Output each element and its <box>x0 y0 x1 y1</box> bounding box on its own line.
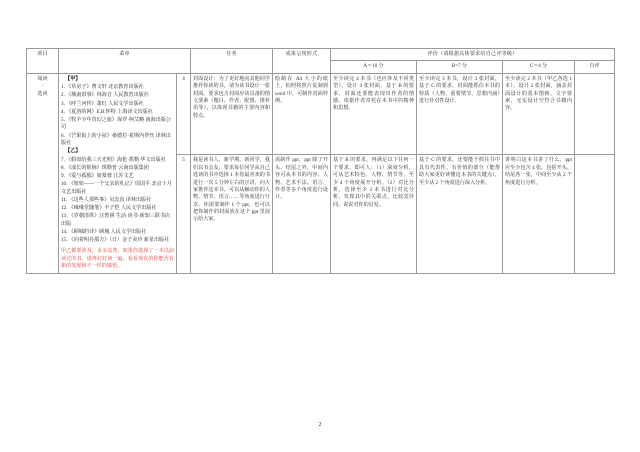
cell-criteria-c: 讲明白这本书讲了什么，ppt 应至少包含 4 张。包括开头、结尾各一张，中间至少从 2 个角度进行分析。 <box>503 155 575 273</box>
list-item: 9．《爱与孤独》席慕蓉 江苏文艺 <box>61 173 134 180</box>
list-item: 5．《牧羊少年奇幻之旅》保罗·柯艾略 南海出版公司 <box>61 116 171 131</box>
list-item: 6．《芒果街上的小屋》桑德拉·希斯内罗丝 译林出版社 <box>61 132 171 147</box>
cell-task-description: 封面设计：为了更好地向其他同学推荐你读的书，请为该书设计一张封面。要求包含封面应该具备的图文要素（题目、作者、配图、推荐语等），以体现书籍的主要内容和特点。 <box>191 73 273 155</box>
list-item: 2．《城南旧事》林海音 人民教育出版社 <box>61 92 149 99</box>
menu-note-highlight: 甲乙都要涉及，多多益善。如果你选择了一本以前读过的书，请再好好读一遍，看看现在的你能否有新的发现和不一样的感悟。 <box>61 247 174 270</box>
cell-criteria-a: 至少读完 4 本书（也应涉及不同类型），设计 4 张封面，基于 B 的要求，封面还要能表现出作者的情感，依据作者寄托在本书中的精神和思想。 <box>331 73 417 155</box>
list-item: 13．《岁朝清供》汪曾祺 生活·读书·新知三联书店出版 <box>61 213 171 228</box>
cell-task-number: 4 <box>177 73 191 155</box>
cell-criteria-a: 基于 B 的要求，再满足以下任何一个要求，即可人：（1）深度分析，可从艺术特色、人物、情节等，至少 4 个角度展开分析。（2）对比分析，选择至少 2 本书进行对比分析，发现其中的关联点，比较其异同，说说对你的启发。 <box>331 155 417 273</box>
cell-outcome-form: 绘制在 A4 大小的纸上，拍照将照片复制到 word 中，可制作封面样例。 <box>273 73 331 155</box>
cell-criteria-b: 至少读完 3 本书，设计 3 张封面，基于 C 的要求，封面能抓住本书的特质（人物、重要情节、思想内涵）进行针对性设计。 <box>417 73 503 155</box>
project-label-line-3: 选读 <box>37 90 48 97</box>
header-self-eval: 自评 <box>575 61 615 73</box>
project-label-line-1: 阅读 <box>37 75 48 82</box>
header-outcome: 成果呈现形式 <box>273 49 331 74</box>
cell-task-number: 5 <box>177 155 191 273</box>
header-grade-c: C＝4 分 <box>503 61 575 73</box>
list-item: 7．《假如给我三天光明》海伦·凯勒 华文出版社 <box>61 156 166 163</box>
cell-criteria-b: 基于 C 的要求，还要能于抓住书中具有代表性、有价值的部分（能帮助大家更好读懂这本书的关键点），至少从 2 个角度进行深入分析。 <box>417 155 503 273</box>
reading-assignment-table <box>26 48 615 274</box>
menu-group-yi-label: 【乙】 <box>65 148 81 155</box>
list-item: 14．《顾城的诗》顾城 人民文学出版社 <box>61 229 147 236</box>
menu-group-yi-list <box>61 157 174 245</box>
list-item: 12．《缘缘堂随笔》丰子恺 人民文学出版社 <box>61 205 157 212</box>
header-menu: 菜单 <box>59 49 191 74</box>
list-item: 8．《成长的烦恼》珠勒普 云南出版集团 <box>61 165 149 172</box>
header-evaluation: 评价（请根据具体要求给自己评等级） <box>331 49 615 61</box>
header-task: 任务 <box>191 49 273 74</box>
page-number: 2 <box>318 422 322 428</box>
menu-group-jia-list <box>61 84 174 148</box>
header-grade-a: A＝10 分 <box>331 61 417 73</box>
list-item: 11．《这些人那些事》吴念真 译林出版社 <box>61 197 152 204</box>
header-grade-b: B=7 分 <box>417 61 503 73</box>
cell-task-description: 我是读书人，新学期，新同学，我们以书会友。要求每位同学从自己选读的书中选择 1 本你最喜欢的书进行一次 5 分钟左右的宣讲，向大家推荐这本书，可以从触动你的人物、情节、语言……等角度进行分享。你需要制作 1 个 ppt，也可以把你制作的封面放在这个 ppt 里展示给大家。 <box>191 155 273 273</box>
list-item: 3．《呼兰河传》萧红 人民文学出版社 <box>61 100 144 107</box>
project-label-line-2: · <box>41 83 44 90</box>
list-item: 10．《妞妞——一个父亲的札记》周国平 北京十月文艺出版社 <box>61 181 172 195</box>
cell-self-evaluation[interactable] <box>575 155 615 273</box>
table-row <box>27 73 615 155</box>
cell-criteria-c: 至少读完 2 本书（甲乙各选 1 本），设计 2 张封面，涵盖封面设计的基本图画、文字要素，无实设计空符合书籍内容。 <box>503 73 575 155</box>
cell-self-evaluation[interactable] <box>575 73 615 155</box>
list-item: 15．《向着明亮那方》（日）金子美玲 新星出版社 <box>61 237 170 244</box>
menu-group-jia-label: 【甲】 <box>65 75 81 82</box>
cell-project-label <box>27 73 59 273</box>
list-item: 1．《草房子》曹文轩 北京教育出版社 <box>61 84 144 91</box>
table-header-row-main <box>27 49 615 61</box>
cell-menu-booklist <box>59 73 177 273</box>
header-project: 项目 <box>27 49 59 74</box>
cell-outcome-form: 需制作 ppt，ppt 除了开头、结尾之外，中间内容可从本书的内容、人物、艺术手法、语言、作者等多个角度进行设计。 <box>273 155 331 273</box>
list-item: 4．《夏洛的网》E.B.怀特 上海译文出版社 <box>61 108 153 115</box>
